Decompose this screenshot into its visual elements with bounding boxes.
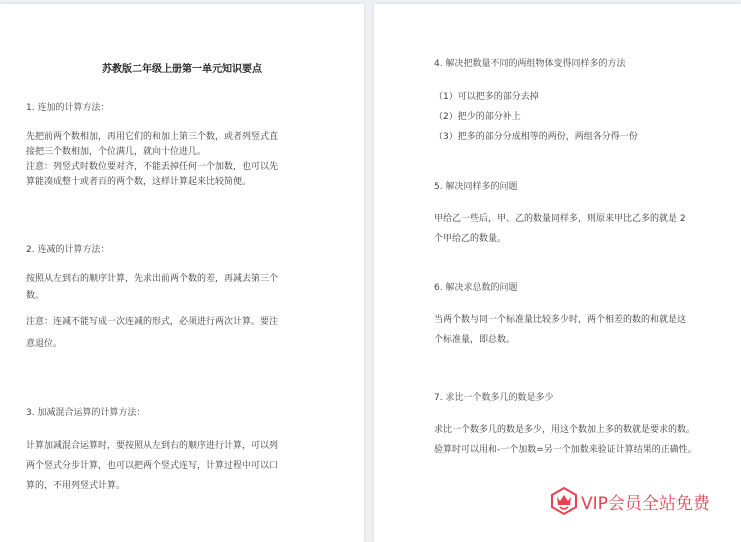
body-line: 两个竖式分步计算，也可以把两个竖式连写，计算过程中可以口 [26, 461, 279, 471]
list-item: （1）可以把多的部分去掉 [434, 92, 539, 102]
body-line: 算的，不用列竖式计算。 [26, 481, 126, 491]
vip-watermark[interactable] [549, 484, 710, 518]
body-line: 求比一个数多几的数是多少，用这个数加上多的数就是要求的数。 [434, 425, 696, 435]
body-line: 先把前两个数相加，再用它们的和加上第三个数，或者列竖式直 [26, 132, 279, 142]
body-line: 接把三个数相加，个位满几，就向十位进几。 [26, 147, 207, 157]
document-page-right [374, 4, 741, 542]
body-line: 按照从左到右的顺序计算，先求出前两个数的差，再减去第三个 [26, 274, 279, 284]
document-page-left [0, 4, 364, 542]
section-body [434, 87, 638, 147]
watermark-text: VIP会员全站免费 [581, 493, 710, 514]
list-item: （3）把多的部分分成相等的两份，两组各分得一份 [434, 132, 638, 142]
section-body [434, 209, 686, 249]
body-line: 甲给乙一些后，甲、乙的数量同样多，则原来甲比乙多的就是 2 [434, 214, 686, 224]
section-heading: 5. 解决同样多的问题 [434, 182, 518, 192]
document-title: 苏教版二年级上册第一单元知识要点 [102, 64, 262, 75]
section-body [26, 271, 278, 353]
body-line: 算能凑成整十或者百的两个数，这样计算起来比较简便。 [26, 177, 252, 187]
body-line: 个标准量，即总数。 [434, 335, 516, 345]
section-body [26, 130, 278, 190]
body-line: 意退位。 [26, 339, 63, 349]
section-heading: 4. 解决把数量不同的两组物体变得同样多的方法 [434, 59, 626, 69]
body-line: 计算加减混合运算时，要按照从左到右的顺序进行计算，可以列 [26, 441, 279, 451]
body-line: 个甲给乙的数量。 [434, 234, 507, 244]
section-heading: 7. 求比一个数多几的数是多少 [434, 393, 554, 403]
body-line: 数。 [26, 291, 45, 301]
body-line: 验算时可以用和-一个加数=另一个加数来验证计算结果的正确性。 [434, 445, 697, 455]
section-body [434, 310, 686, 350]
section-heading: 3. 加减混合运算的计算方法： [26, 408, 146, 418]
section-heading: 2. 连减的计算方法： [26, 245, 110, 255]
body-line: 当两个数与同一个标准量比较多少时，两个相差的数的和就是这 [434, 315, 687, 325]
section-body [26, 436, 278, 496]
body-line: 注意：列竖式时数位要对齐，不能丢掉任何一个加数，也可以先 [26, 162, 279, 172]
crown-icon [549, 486, 579, 516]
list-item: （2）把少的部分补上 [434, 112, 521, 122]
body-line: 注意：连减不能写成一次连减的形式，必须进行两次计算。要注 [26, 317, 279, 327]
section-heading: 1. 连加的计算方法： [26, 103, 110, 113]
section-body [434, 420, 697, 460]
section-heading: 6. 解决求总数的问题 [434, 283, 518, 293]
